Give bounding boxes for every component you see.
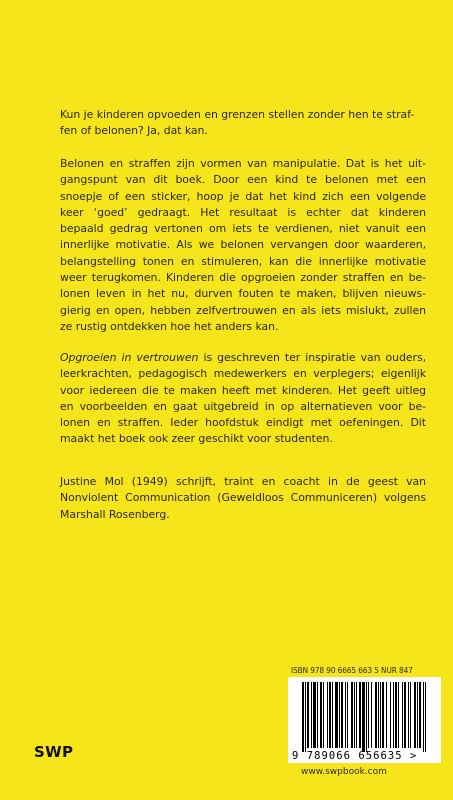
barcode-bar [362, 682, 365, 752]
barcode-bar [354, 682, 355, 748]
body-text: is geschreven ter inspiratie van ouders, [198, 351, 426, 364]
barcode-bar [410, 682, 411, 748]
body-line [60, 350, 426, 366]
barcode-bar [395, 682, 397, 748]
body-line: en voorbeelden en gaat uitgebreid in op alternatieven voor be- [60, 399, 426, 413]
barcode-bar [368, 682, 369, 748]
barcode-bar [408, 682, 409, 748]
body-line: Justine Mol (1949) schrijft, traint en coacht in de geest van [60, 475, 426, 488]
barcode-bar [323, 682, 324, 748]
barcode-bar [375, 682, 377, 748]
barcode-bar [341, 682, 343, 748]
barcode-bar [302, 682, 304, 752]
website-url: www.swpbook.com [301, 767, 387, 777]
barcode-bar [320, 682, 322, 748]
barcode-bar [347, 682, 348, 748]
body-line: maakt het boek ook zeer geschikt voor studenten. [60, 432, 333, 446]
barcode-bar [366, 682, 367, 752]
barcode-bar [339, 682, 340, 748]
barcode-bar [305, 682, 306, 752]
body-line: Belonen en straffen zijn vormen van manipulatie. Dat is het uit- [60, 157, 426, 170]
barcode-bar [335, 682, 338, 748]
barcode-digits: 9 789066 656635 > [292, 750, 418, 762]
barcode-bar [386, 682, 387, 748]
barcode-bar [356, 682, 357, 748]
isbn-nur-text: ISBN 978 90 6665 663 5 NUR 847 [291, 665, 413, 675]
barcode-bar [345, 682, 346, 748]
body-line: leerkrachten, pedagogisch medewerkers en verplegers; eigenlijk [60, 367, 426, 381]
barcode-bar [404, 682, 406, 748]
barcode-bar [317, 682, 318, 748]
barcode-bar [414, 682, 416, 748]
intro-paragraph [60, 107, 426, 140]
body-line: snoepje of een sticker, hoop je dat het kind zich een volgende [60, 189, 426, 203]
intro-line: fen of belonen? Ja, dat kan. [60, 124, 208, 138]
barcode-bar [402, 682, 403, 748]
intro-line: Kun je kinderen opvoeden en grenzen stellen zonder hen te straf- [60, 108, 415, 121]
barcode-bar [382, 682, 384, 748]
body-line: Marshall Rosenberg. [60, 507, 170, 521]
barcode-bar [380, 682, 381, 748]
body-line: gangspunt van dit boek. Door een kind te belonen met een [60, 173, 426, 187]
barcode-bar [313, 682, 316, 748]
barcode-bar [329, 682, 331, 748]
barcode-bar [307, 682, 309, 748]
barcode-bar [378, 682, 379, 748]
barcode-bar [332, 682, 333, 748]
body-line: keer ‘goed’ gedraagt. Het resultaat is echter dat kinderen [60, 205, 426, 219]
barcode-bar [398, 682, 399, 748]
body-line: lonen en straffen. Ieder hoofdstuk eindigt met oefeningen. Dit [60, 416, 426, 430]
barcode-bar [417, 682, 418, 748]
barcode-bar [359, 682, 361, 748]
barcode-bar [393, 682, 394, 748]
book-title: Opgroeien in vertrouwen [60, 351, 199, 364]
body-line: innerlijke motivatie. Als we belonen vervangen door waarderen, [60, 238, 426, 252]
body-line: Nonviolent Communication (Geweldloos Communiceren) volgens [60, 491, 426, 505]
body-line: belangstelling tonen en stimuleren, kan die innerlijke motivatie [60, 254, 426, 268]
body-line: ze rustig ontdekken hoe het anders kan. [60, 319, 279, 333]
barcode [288, 677, 441, 763]
body-line: weer terugkomen. Kinderen die opgroeien zonder straffen en be- [60, 271, 426, 285]
barcode-bar [425, 682, 426, 752]
author-paragraph [60, 474, 426, 523]
barcode-bar [390, 682, 391, 748]
body-line: bepaald gedrag vertonen om iets te verdienen, niet vanuit een [60, 222, 426, 236]
manipulation-paragraph [60, 156, 426, 335]
barcode-bar [327, 682, 328, 748]
barcode-bar [419, 682, 421, 748]
publisher-logo: SWP [34, 743, 74, 761]
barcode-bar [351, 682, 353, 748]
barcode-bar [311, 682, 312, 748]
body-line: gierig en open, hebben zelfvertrouwen en als iets mislukt, zullen [60, 303, 426, 317]
body-line: lonen leven in het nu, durven fouten te maken, blijven nieuws- [60, 287, 426, 301]
body-line: voor iedereen die te maken heeft met kinderen. Het geeft uitleg [60, 383, 426, 397]
book-description-paragraph [60, 350, 426, 448]
barcode-bar [371, 682, 372, 748]
barcode-bar [423, 682, 424, 752]
